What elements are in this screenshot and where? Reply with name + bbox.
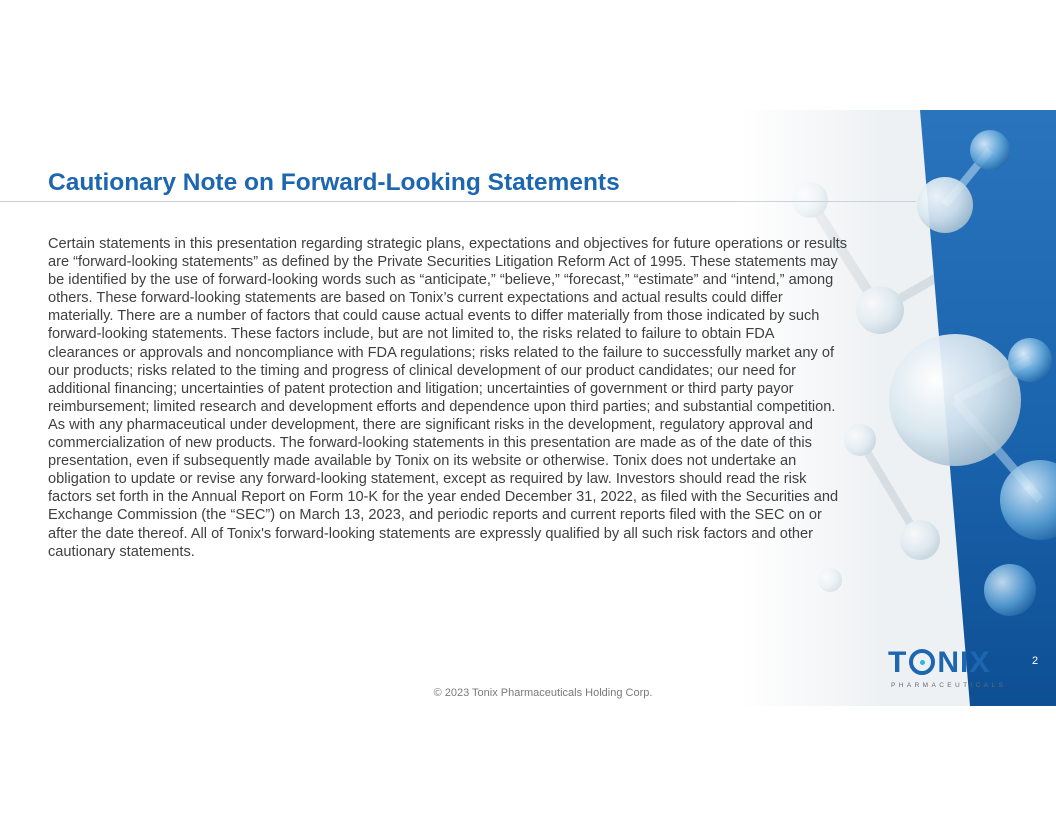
logo-tagline: PHARMACEUTICALS [891, 682, 1007, 689]
copyright-footer: © 2023 Tonix Pharmaceuticals Holding Corp. [433, 687, 653, 699]
logo-letter-t: T [888, 646, 908, 679]
page-title: Cautionary Note on Forward-Looking Statements [48, 169, 620, 196]
slide [0, 110, 1056, 706]
page-number: 2 [1032, 655, 1039, 667]
tonix-logo [888, 646, 1007, 689]
title-divider [0, 201, 916, 202]
logo-letters-nix: NIX [937, 646, 991, 679]
logo-power-icon [909, 649, 935, 675]
logo-wordmark [888, 647, 990, 679]
disclaimer-text: Certain statements in this presentation regarding strategic plans, expectations and objectives for future operations or results are “forward-looking statements” as defined by the Private Securities Litigation Reform Act of 1995. These statements may be identified by the use of forward-looking words such as “anticipate,” “believe,” “forecast,” “estimate” and “intend,” among others. These forward-looking statements are based on Tonix’s current expectations and actual results could differ materially. There are a number of factors that could cause actual events to differ materially from those indicated by such forward-looking statements. These factors include, but are not limited to, the risks related to failure to obtain FDA clearances or approvals and noncompliance with FDA regulations; risks related to the failure to successfully market any of our products; risks related to the timing and progress of clinical development of our product candidates; our need for additional financing; uncertainties of patent protection and litigation; uncertainties of government or third party payor reimbursement; limited research and development efforts and dependence upon third parties; and substantial competition. As with any pharmaceutical under development, there are significant risks in the development, regulatory approval and commercialization of new products. The forward-looking statements in this presentation are made as of the date of this presentation, even if subsequently made available by Tonix on its website or otherwise. Tonix does not undertake an obligation to update or revise any forward-looking statement, except as required by law. Investors should read the risk factors set forth in the Annual Report on Form 10-K for the year ended December 31, 2022, as filed with the Securities and Exchange Commission (the “SEC”) on March 13, 2023, and periodic reports and current reports filed with the SEC on or after the date thereof. All of Tonix's forward-looking statements are expressly qualified by all such risk factors and other cautionary statements. [48, 236, 848, 560]
